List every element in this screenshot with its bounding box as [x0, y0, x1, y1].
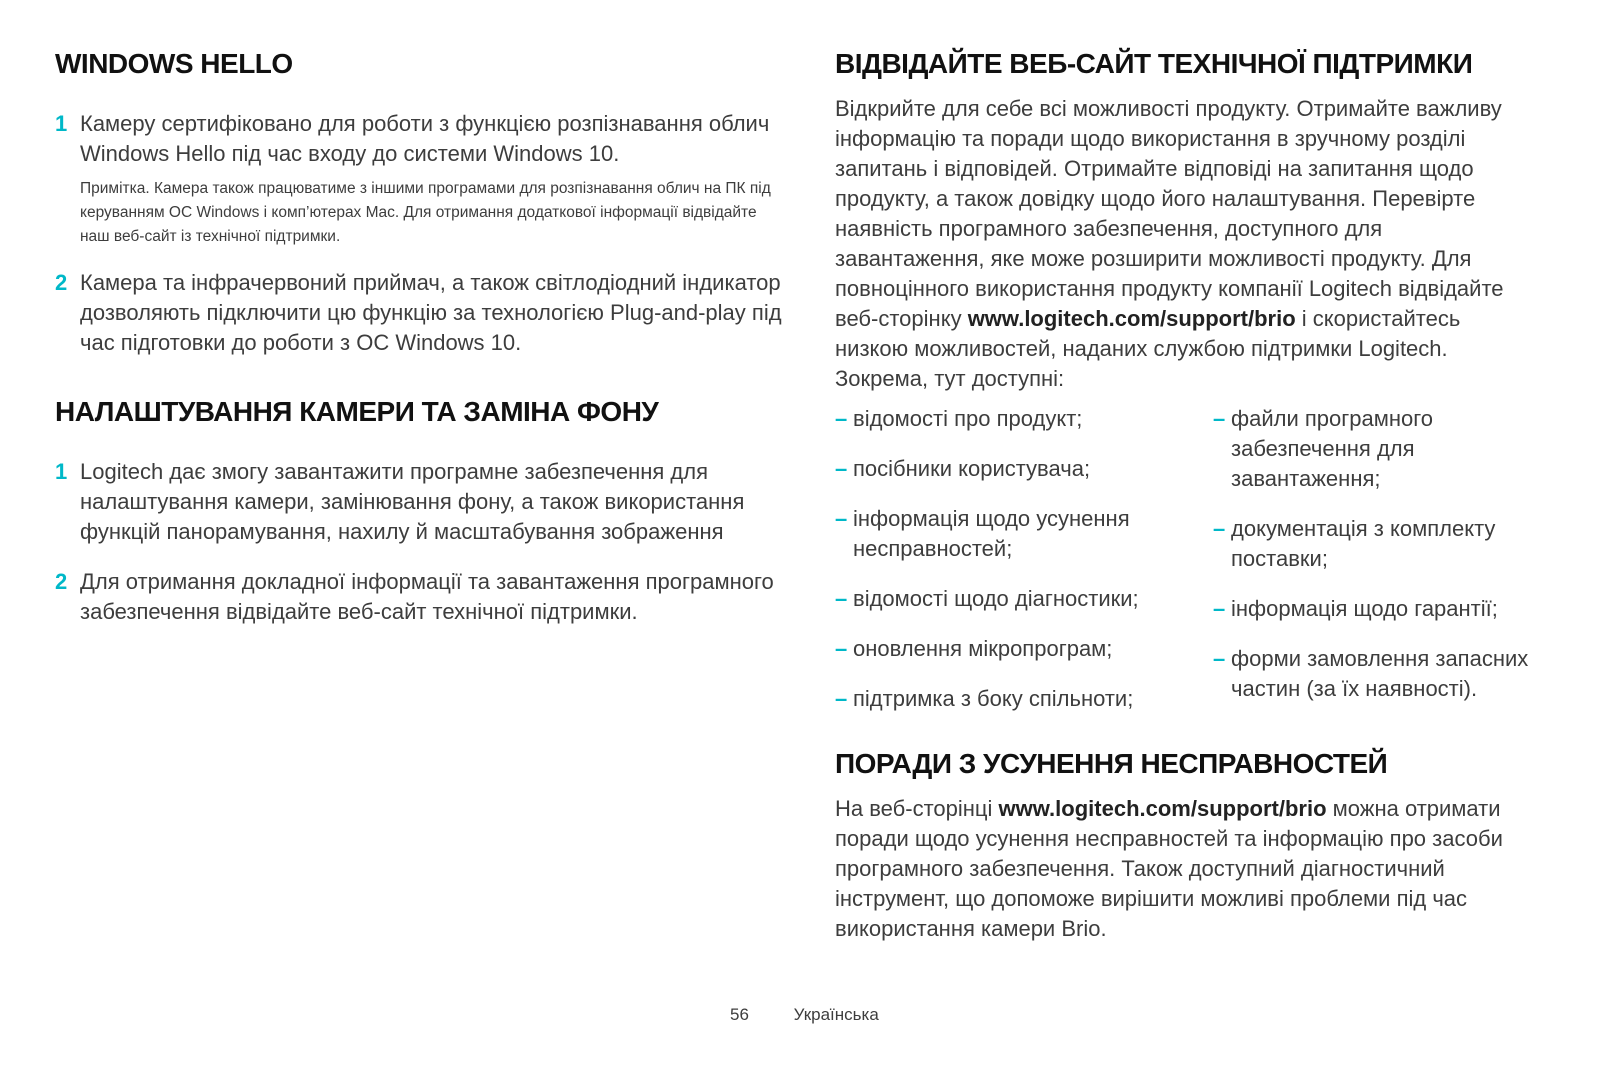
item-number: 2	[55, 270, 68, 295]
item-number: 1	[55, 111, 68, 136]
list-dash: –	[835, 456, 848, 481]
list-item-text: відомості щодо діагностики;	[853, 586, 1139, 611]
troubleshooting-text-before: На веб-сторінці	[835, 796, 999, 821]
support-paragraph-block	[835, 94, 1535, 394]
troubleshooting-paragraph	[835, 794, 1535, 944]
support-list-item	[835, 504, 1175, 564]
item-note: Примітка. Камера також працюватиме з іншими програмами для розпізнавання облич на ПК під керуванням ОС Windows і комп’ютерах Mac. Для отримання додаткової інформації відвідайте наш веб-сайт із технічної підтримки.	[80, 180, 771, 245]
list-item-text: інформація щодо гарантії;	[1231, 596, 1498, 621]
support-list-item	[835, 634, 1175, 664]
page-number: 56	[730, 1005, 749, 1024]
support-text-after: і скористайтесь низкою можливостей, наданих службою підтримки Logitech. Зокрема, тут доступні:	[835, 306, 1461, 391]
camera-setup-item-2	[55, 567, 790, 627]
camera-setup-item-1	[55, 457, 790, 547]
list-dash: –	[1213, 516, 1226, 541]
list-dash: –	[1213, 646, 1226, 671]
heading-camera-setup: НАЛАШТУВАННЯ КАМЕРИ ТА ЗАМІНА ФОНУ	[55, 396, 659, 427]
item-text: Для отримання докладної інформації та завантаження програмного забезпечення відвідайте веб-сайт технічної підтримки.	[80, 569, 774, 624]
support-list-left	[835, 404, 1175, 734]
support-list-item	[1213, 514, 1553, 574]
list-item-text: підтримка з боку спільноти;	[853, 686, 1134, 711]
support-list-item	[835, 684, 1175, 714]
support-list-item	[1213, 644, 1553, 704]
list-item-text: посібники користувача;	[853, 456, 1091, 481]
support-list-item	[835, 404, 1175, 434]
item-text: Камеру сертифіковано для роботи з функцією розпізнавання облич Windows Hello під час входу до системи Windows 10.	[80, 111, 770, 166]
list-item-text: файли програмного забезпечення для завантаження;	[1231, 406, 1434, 491]
support-url-link[interactable]: www.logitech.com/support/brio	[967, 306, 1296, 331]
list-dash: –	[835, 636, 848, 661]
list-dash: –	[1213, 596, 1226, 621]
list-dash: –	[835, 406, 848, 431]
support-list-item	[835, 584, 1175, 614]
heading-troubleshooting: ПОРАДИ З УСУНЕННЯ НЕСПРАВНОСТЕЙ	[835, 748, 1388, 779]
page-footer	[730, 1005, 879, 1025]
troubleshooting-url-link[interactable]: www.logitech.com/support/brio	[998, 796, 1327, 821]
heading-support-site: ВІДВІДАЙТЕ ВЕБ-САЙТ ТЕХНІЧНОЇ ПІДТРИМКИ	[835, 48, 1473, 79]
list-item-text: оновлення мікропрограм;	[853, 636, 1113, 661]
support-list-item	[1213, 404, 1553, 494]
windows-hello-item-2	[55, 268, 790, 358]
item-text: Камера та інфрачервоний приймач, а також світлодіодний індикатор дозволяють підключити цю функцію за технологією Plug-and-play під час підготовки до роботи з ОС Windows 10.	[80, 270, 782, 355]
list-dash: –	[835, 586, 848, 611]
heading-windows-hello: WINDOWS HELLO	[55, 48, 293, 79]
list-item-text: відомості про продукт;	[853, 406, 1083, 431]
item-number: 2	[55, 569, 68, 594]
support-list-item	[1213, 594, 1553, 624]
list-item-text: документація з комплекту поставки;	[1231, 516, 1496, 571]
support-list-right	[1213, 404, 1553, 724]
troubleshooting-text-after: можна отримати поради щодо усунення несправностей та інформацію про засоби програмного забезпечення. Також доступний діагностичний інструмент, що допоможе вирішити можливі проблеми під час використання камери Brio.	[835, 796, 1503, 941]
item-text: Logitech дає змогу завантажити програмне забезпечення для налаштування камери, замінювання фону, а також використання функцій панорамування, нахилу й масштабування зображення	[80, 459, 745, 544]
list-dash: –	[835, 506, 848, 531]
support-paragraph	[835, 94, 1535, 394]
footer-language: Українська	[793, 1005, 879, 1024]
list-item-text: інформація щодо усунення несправностей;	[853, 506, 1130, 561]
item-number: 1	[55, 459, 68, 484]
support-text-before: Відкрийте для себе всі можливості продукту. Отримайте важливу інформацію та поради щодо використання в зручному розділі запитань і відповідей. Отримайте відповіді на запитання щодо продукту, а також довідку щодо його налаштування. Перевірте наявність програмного забезпечення, доступного для завантаження, яке може розширити можливості продукту. Для повноцінного використання продукту компанії Logitech відвідайте веб-сторінку	[835, 96, 1504, 331]
support-list-item	[835, 454, 1175, 484]
windows-hello-item-1	[55, 109, 790, 249]
list-item-text: форми замовлення запасних частин (за їх наявності).	[1231, 646, 1529, 701]
troubleshooting-paragraph-block	[835, 794, 1535, 944]
list-dash: –	[1213, 406, 1226, 431]
list-dash: –	[835, 686, 848, 711]
